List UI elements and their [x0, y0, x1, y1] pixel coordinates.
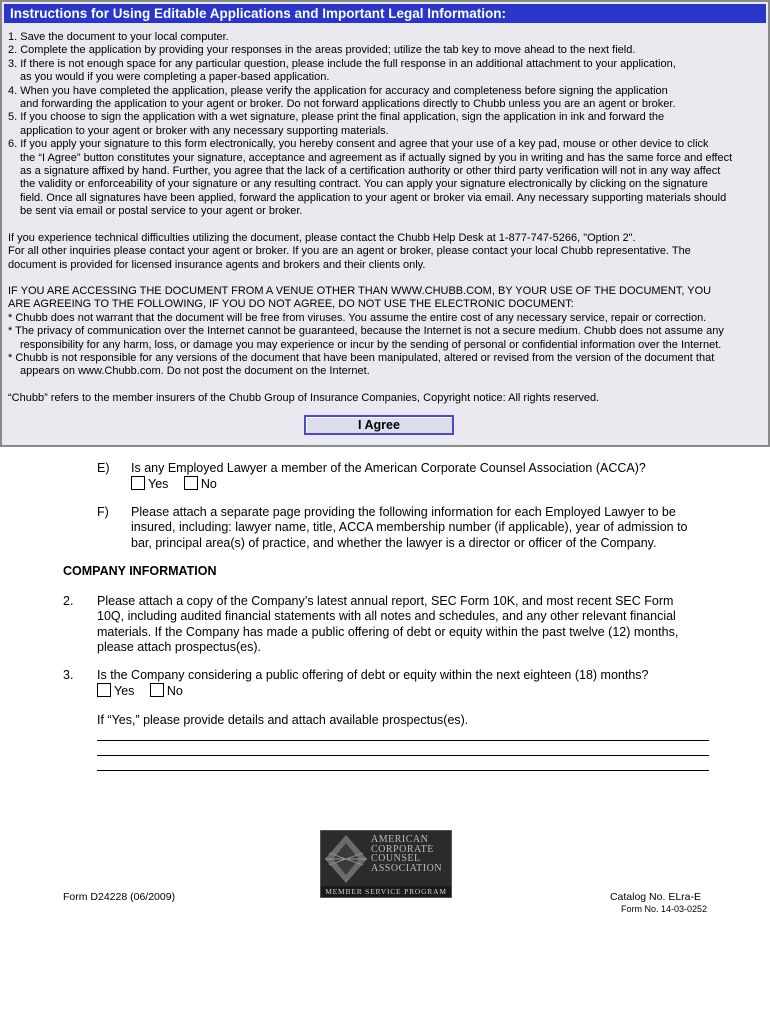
question-f-line: insured, including: lawyer name, title, ACCA membership number (if applicable), year of admission to: [131, 520, 688, 535]
catalog-number: Catalog No. ELra-E: [609, 891, 701, 903]
question-3-followup: If “Yes,” please provide details and attach available prospectus(es).: [97, 713, 469, 727]
help-text: document is provided for licensed insurance agents and brokers and their clients only.: [8, 258, 426, 271]
question-2-line: please attach prospectus(es).: [97, 640, 261, 655]
q3-yes-checkbox[interactable]: [97, 683, 111, 697]
instruction-step: the “I Agree” button constitutes your signature, acceptance and agreement as if actually signed by you in writing and has the same force and effect: [20, 151, 733, 164]
details-line[interactable]: [97, 755, 709, 756]
venue-text: ARE AGREEING TO THE FOLLOWING, IF YOU DO NOT AGREE, DO NOT USE THE ELECTRONIC DOCUMENT:: [8, 298, 574, 311]
question-f-text: [131, 505, 688, 551]
logo-line: AMERICAN: [371, 834, 429, 845]
company-info-heading: COMPANY INFORMATION: [63, 564, 217, 578]
details-line[interactable]: [97, 740, 709, 741]
question-2-text: [97, 594, 678, 656]
q3-no-label: No: [166, 684, 183, 698]
instruction-step: the validity or enforceability of your signature or any resulting contract. You can apply your signature electronically by clicking on the signature: [20, 178, 708, 191]
venue-text: * Chubb is not responsible for any versions of the document that have been manipulated, altered or revised from the version of the document that: [8, 351, 715, 364]
instruction-step: as you would if you were completing a paper-based application.: [20, 71, 330, 84]
question-2-number: 2.: [63, 594, 74, 608]
question-f-line: bar, principal area(s) of practice, and whether the lawyer is a director or officer of the Company.: [131, 535, 657, 550]
instructions-body: [8, 31, 760, 405]
logo-line: COUNSEL: [371, 853, 421, 864]
copyright-text: “Chubb” refers to the member insurers of the Chubb Group of Insurance Companies, Copyright notice: All rights reserved.: [8, 391, 600, 404]
q3-yes-label: Yes: [114, 684, 135, 698]
question-3-number: 3.: [63, 668, 74, 682]
qe-yes-label: Yes: [148, 477, 169, 491]
venue-text: IF YOU ARE ACCESSING THE DOCUMENT FROM A VENUE OTHER THAN WWW.CHUBB.COM, BY YOUR USE OF THE DOCUMENT, YOU: [8, 284, 712, 297]
i-agree-button[interactable]: I Agree: [304, 415, 454, 435]
instruction-step: and forwarding the application to your agent or broker. Do not forward applications directly to Chubb unless you are an agent or broker.: [20, 98, 676, 111]
q3-no-checkbox[interactable]: [150, 683, 164, 697]
venue-text: * The privacy of communication over the Internet cannot be guaranteed, because the Internet is not a secure medium. Chubb does not assume any: [8, 325, 724, 338]
qe-no-checkbox[interactable]: [184, 476, 198, 490]
instruction-step: 3. If there is not enough space for any particular question, please include the full response in an additional attachment to your application,: [8, 57, 676, 70]
venue-text: appears on www.Chubb.com. Do not post the document on the Internet.: [20, 365, 370, 378]
question-2-line: Please attach a copy of the Company’s latest annual report, SEC Form 10K, and most recent SEC Form: [97, 594, 674, 608]
qe-yes-checkbox[interactable]: [131, 476, 145, 490]
question-3-text: Is the Company considering a public offering of debt or equity within the next eighteen (18) months?: [97, 668, 649, 682]
instruction-step: application to your agent or broker with any necessary supporting materials.: [20, 124, 389, 137]
instructions-panel: [0, 0, 770, 447]
qe-no-label: No: [200, 477, 217, 491]
logo-band: MEMBER SERVICE PROGRAM: [321, 886, 451, 897]
instruction-step: 2. Complete the application by providing your responses in the areas provided; utilize the tab key to move ahead to the next field.: [8, 44, 636, 57]
logo-text: [371, 835, 442, 873]
acca-logo: [320, 830, 452, 898]
question-f-letter: F): [97, 505, 109, 519]
instructions-title: Instructions for Using Editable Applications and Important Legal Information:: [4, 4, 766, 23]
form-number: Form No. 14-03-0252: [620, 904, 707, 914]
venue-text: * Chubb does not warrant that the document will be free from viruses. You assume the entire cost of any necessary service, repair or correction.: [8, 311, 707, 324]
help-text: If you experience technical difficulties utilizing the document, please contact the Chubb Help Desk at 1-877-747-5266, "Option 2".: [8, 231, 636, 244]
question-e-options: [131, 476, 229, 492]
question-e-letter: E): [97, 461, 110, 475]
question-e-text: Is any Employed Lawyer a member of the American Corporate Counsel Association (ACCA)?: [131, 461, 646, 475]
help-text: For all other inquiries please contact your agent or broker. If you are an agent or broker, please contact your local Chubb representative. The: [8, 245, 691, 258]
logo-mark-icon: [321, 831, 371, 886]
instruction-step: 1. Save the document to your local computer.: [8, 31, 229, 43]
venue-text: responsibility for any harm, loss, or damage you may experience or incur by the sending of personal or confidential information over the Internet.: [20, 338, 722, 351]
instruction-step: 5. If you choose to sign the application with a wet signature, please print the final application, sign the application in ink and forward the: [8, 111, 665, 124]
instruction-step: field. Once all signatures have been applied, forward the application to your agent or broker via email. Any necessary supporting materials should: [20, 191, 727, 204]
question-2-line: materials. If the Company has made a public offering of debt or equity within the past twelve (12) months,: [97, 624, 679, 639]
question-f-line: Please attach a separate page providing the following information for each Employed Lawyer to be: [131, 505, 676, 519]
instruction-step: be sent via email or postal service to your agent or broker.: [20, 205, 303, 218]
instruction-step: 6. If you apply your signature to this form electronically, you hereby consent and agree that your use of a key pad, mouse or other device to click: [8, 138, 709, 151]
details-line[interactable]: [97, 770, 709, 771]
question-2-line: 10Q, including audited financial statements with all notes and schedules, and any other relevant financial: [97, 609, 676, 624]
instruction-step: 4. When you have completed the application, please verify the application for accuracy and completeness before signing the application: [8, 84, 668, 97]
question-3-options: [97, 683, 195, 699]
logo-line: ASSOCIATION: [371, 862, 443, 874]
form-id: Form D24228 (06/2009): [63, 891, 176, 903]
logo-line: CORPORATE: [371, 843, 434, 855]
instruction-step: as a signature affixed by hand. Further, you agree that the lack of a certification authority or other third party verification will not in any way affect: [20, 165, 721, 178]
